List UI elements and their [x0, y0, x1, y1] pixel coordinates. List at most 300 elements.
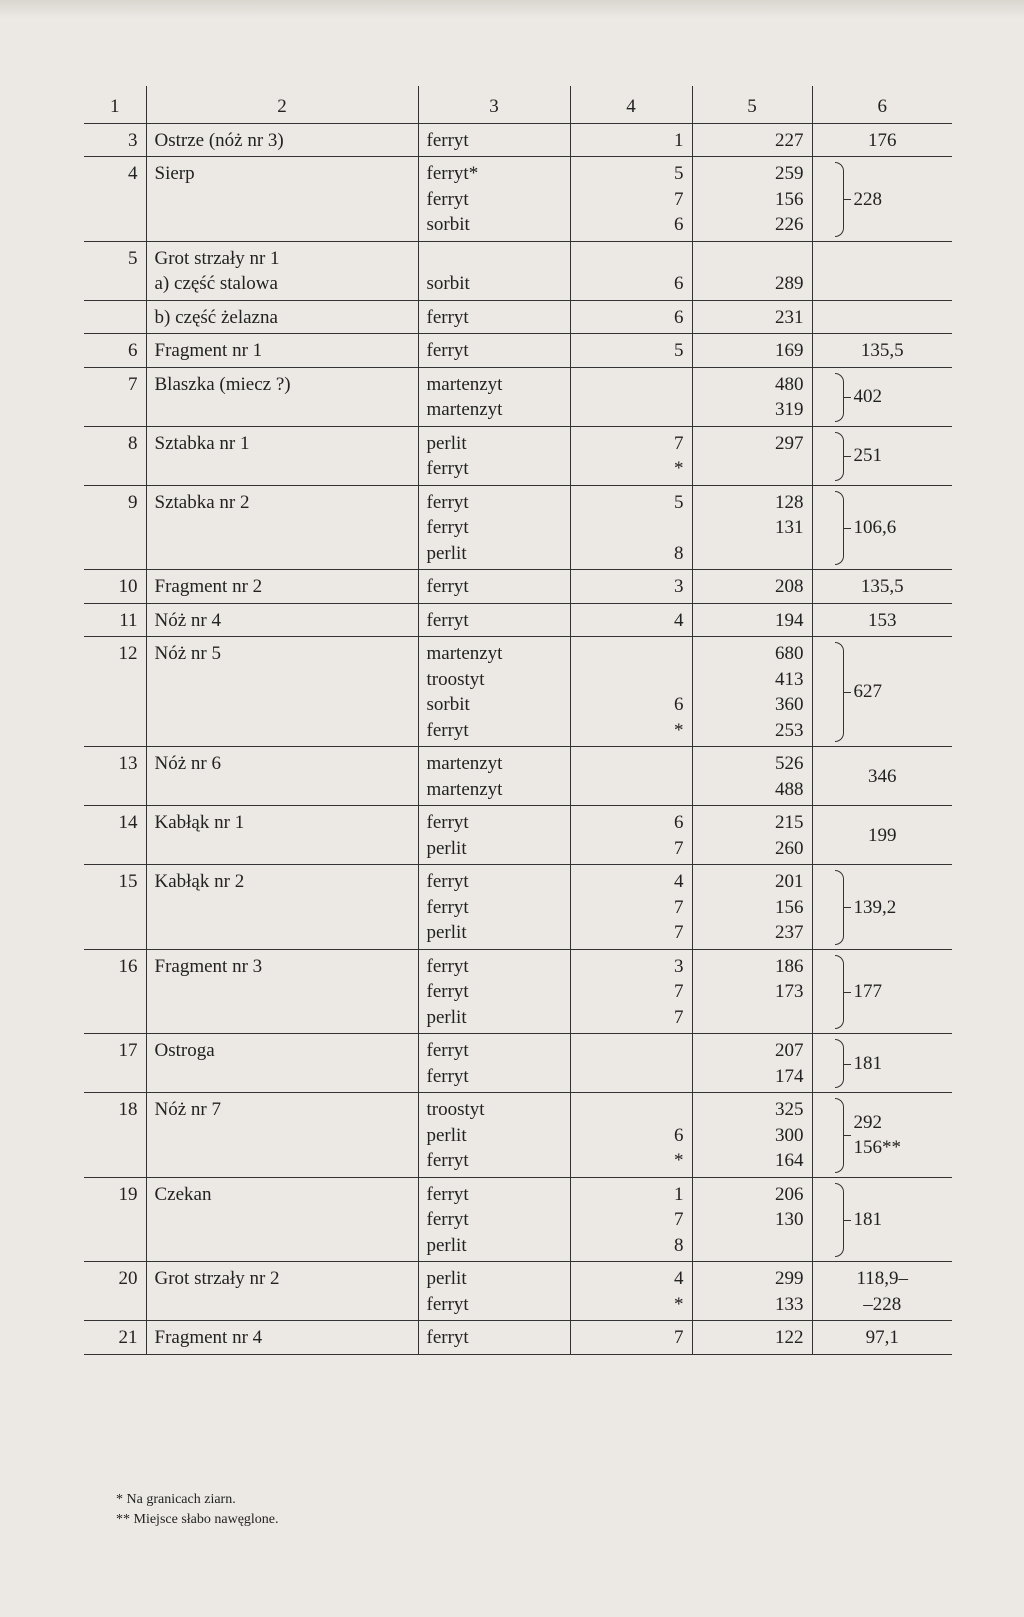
cell-line: 10 — [118, 576, 138, 597]
page-top-edge — [0, 0, 1024, 18]
table-row — [84, 865, 952, 950]
cell-line: 227 — [775, 129, 804, 151]
cell-line: 251 — [853, 445, 882, 467]
cell-line — [821, 305, 945, 331]
cell-line: 194 — [775, 609, 804, 631]
cell-line: Czekan — [154, 1183, 212, 1205]
cell-line: 319 — [775, 399, 804, 420]
cell-line — [579, 641, 684, 667]
cell-line: 16 — [118, 955, 138, 977]
cell-object-name — [146, 241, 418, 300]
cell-col5 — [692, 300, 812, 334]
cell-line: perlit — [426, 1268, 467, 1289]
cell-col5 — [692, 241, 812, 300]
cell-col5 — [692, 865, 812, 950]
cell-col4 — [570, 1093, 692, 1178]
cell-line: Kabłąk nr 2 — [154, 871, 245, 892]
cell-object-name — [146, 334, 418, 368]
cell-col5 — [692, 367, 812, 426]
cell-line: 488 — [775, 778, 804, 800]
table-row — [84, 157, 952, 242]
brace-bracket — [835, 491, 844, 566]
header-col-5: 5 — [692, 86, 812, 123]
cell-line: 21 — [118, 1327, 138, 1348]
cell-line: 9 — [128, 491, 138, 513]
cell-col6 — [812, 367, 952, 426]
cell-sample-no — [84, 1093, 146, 1178]
cell-sample-no — [84, 747, 146, 806]
cell-col4 — [570, 603, 692, 637]
cell-line: 7 — [674, 981, 684, 1002]
cell-object-name — [146, 1093, 418, 1178]
cell-col4 — [570, 485, 692, 570]
cell-col6 — [812, 637, 952, 747]
table-row — [84, 485, 952, 570]
table-row — [84, 367, 952, 426]
cell-line: ferryt — [426, 458, 469, 479]
cell-line: 215 — [775, 812, 804, 833]
cell-structure — [418, 300, 570, 334]
cell-sample-no — [84, 426, 146, 485]
cell-object-name — [146, 949, 418, 1034]
cell-col4 — [570, 1177, 692, 1262]
cell-col5 — [692, 1177, 812, 1262]
table-row — [84, 426, 952, 485]
table-row — [84, 1177, 952, 1262]
cell-sample-no — [84, 1321, 146, 1355]
cell-line: 156 — [775, 896, 804, 918]
cell-line: ferryt — [426, 955, 469, 977]
table-row — [84, 123, 952, 157]
cell-line: 174 — [775, 1065, 804, 1087]
table-row — [84, 637, 952, 747]
cell-line — [579, 1038, 684, 1064]
cell-line: 4 — [128, 163, 138, 184]
brace-bracket — [835, 162, 844, 237]
cell-line: 7 — [674, 1006, 684, 1028]
cell-structure — [418, 367, 570, 426]
cell-line — [701, 456, 804, 482]
cell-col6 — [812, 1262, 952, 1321]
cell-col4 — [570, 1262, 692, 1321]
cell-line: 237 — [775, 922, 804, 943]
cell-line: Nóż nr 7 — [154, 1099, 221, 1120]
cell-sample-no — [84, 1177, 146, 1262]
cell-sample-no — [84, 806, 146, 865]
cell-line: 300 — [775, 1124, 804, 1146]
cell-line: troostyt — [426, 668, 485, 690]
cell-line: 5 — [674, 491, 684, 513]
cell-line: ferryt — [426, 981, 469, 1002]
brace-bracket — [835, 432, 844, 481]
cell-line: Grot strzały nr 2 — [154, 1268, 280, 1289]
table-row — [84, 1034, 952, 1093]
cell-col6 — [812, 570, 952, 604]
cell-line: a) część stalowa — [154, 273, 278, 294]
cell-line: Nóż nr 4 — [154, 609, 221, 631]
cell-col6 — [812, 123, 952, 157]
cell-line: 299 — [775, 1268, 804, 1289]
cell-object-name — [146, 747, 418, 806]
cell-line: Sztabka nr 1 — [154, 432, 250, 454]
cell-line: ferryt — [426, 1183, 469, 1205]
cell-structure — [418, 949, 570, 1034]
cell-line: 106,6 — [853, 517, 897, 538]
cell-line: 6 — [674, 306, 684, 328]
header-col-6: 6 — [812, 86, 952, 123]
table-row — [84, 1321, 952, 1355]
cell-line: 13 — [118, 753, 138, 774]
cell-line: 164 — [775, 1150, 804, 1171]
cell-line: 176 — [868, 129, 897, 151]
cell-line: b) część żelazna — [154, 306, 278, 328]
cell-structure — [418, 426, 570, 485]
cell-object-name — [146, 485, 418, 570]
cell-line: 7 — [674, 922, 684, 943]
cell-line: 346 — [868, 765, 897, 787]
cell-line: 18 — [118, 1099, 138, 1120]
cell-object-name — [146, 426, 418, 485]
cell-line: 8 — [674, 1234, 684, 1256]
cell-sample-no — [84, 157, 146, 242]
cell-line: 253 — [775, 719, 804, 741]
cell-sample-no — [84, 1034, 146, 1093]
cell-structure — [418, 865, 570, 950]
cell-line: perlit — [426, 1006, 467, 1028]
cell-line — [579, 372, 684, 398]
cell-line: 289 — [775, 273, 804, 294]
cell-line — [427, 246, 562, 272]
cell-sample-no — [84, 123, 146, 157]
cell-line: 199 — [868, 824, 897, 846]
cell-col6 — [812, 1093, 952, 1178]
cell-line: 6 — [128, 340, 138, 361]
cell-sample-no — [84, 865, 146, 950]
cell-col6 — [812, 949, 952, 1034]
cell-structure — [418, 747, 570, 806]
cell-line: 5 — [674, 163, 684, 184]
cell-line: 7 — [674, 837, 684, 859]
cell-object-name — [146, 1034, 418, 1093]
cell-col5 — [692, 1093, 812, 1178]
cell-line: 135,5 — [860, 576, 904, 597]
cell-object-name — [146, 1262, 418, 1321]
cell-col4 — [570, 241, 692, 300]
cell-sample-no — [84, 637, 146, 747]
cell-line: 627 — [853, 681, 882, 703]
cell-col5 — [692, 485, 812, 570]
cell-col5 — [692, 949, 812, 1034]
cell-line: 6 — [674, 214, 684, 235]
cell-line: 131 — [775, 517, 804, 538]
cell-line: 4 — [674, 871, 684, 892]
cell-line: perlit — [426, 1124, 467, 1146]
cell-line: 413 — [775, 668, 804, 690]
cell-line: 14 — [118, 812, 138, 833]
cell-line: 130 — [775, 1209, 804, 1230]
cell-col4 — [570, 367, 692, 426]
cell-line — [579, 751, 684, 777]
cell-col5 — [692, 1321, 812, 1355]
cell-line: * — [674, 719, 684, 741]
cell-col6 — [812, 1177, 952, 1262]
cell-object-name — [146, 603, 418, 637]
cell-line: –228 — [863, 1293, 902, 1315]
cell-structure — [418, 806, 570, 865]
table-row — [84, 949, 952, 1034]
cell-line: sorbit — [426, 273, 470, 294]
cell-line: 17 — [118, 1040, 138, 1061]
cell-line: 8 — [674, 542, 684, 564]
cell-line — [579, 1097, 684, 1123]
cell-line: ferryt — [426, 1327, 469, 1348]
cell-line: perlit — [426, 922, 467, 943]
cell-line — [821, 258, 945, 284]
cell-line: ferryt — [426, 340, 469, 361]
cell-sample-no — [84, 485, 146, 570]
cell-col6 — [812, 865, 952, 950]
cell-line: 7 — [674, 188, 684, 210]
cell-line: 169 — [775, 340, 804, 361]
cell-object-name — [146, 1321, 418, 1355]
cell-line: 297 — [775, 432, 804, 454]
table-row — [84, 1262, 952, 1321]
cell-sample-no — [84, 1262, 146, 1321]
cell-col5 — [692, 334, 812, 368]
cell-structure — [418, 123, 570, 157]
cell-structure — [418, 1034, 570, 1093]
cell-line: ferryt — [426, 719, 469, 741]
table-row — [84, 1093, 952, 1178]
cell-line: 6 — [674, 1124, 684, 1146]
cell-col4 — [570, 806, 692, 865]
cell-structure — [418, 334, 570, 368]
cell-line: martenzyt — [426, 399, 503, 420]
cell-line: 1 — [674, 129, 684, 151]
cell-line — [701, 541, 804, 567]
cell-col4 — [570, 426, 692, 485]
cell-line: 4 — [674, 609, 684, 631]
cell-line: 156** — [853, 1137, 901, 1159]
cell-line — [579, 246, 684, 272]
cell-col6 — [812, 241, 952, 300]
cell-line: 7 — [674, 432, 684, 454]
cell-structure — [418, 637, 570, 747]
cell-sample-no — [84, 949, 146, 1034]
cell-structure — [418, 157, 570, 242]
cell-object-name — [146, 367, 418, 426]
cell-line: 12 — [118, 643, 138, 664]
cell-line: 135,5 — [860, 340, 904, 361]
cell-line: 173 — [775, 981, 804, 1002]
cell-structure — [418, 603, 570, 637]
cell-col5 — [692, 603, 812, 637]
footnote-2: ** Miejsce słabo nawęglone. — [116, 1512, 279, 1527]
cell-line: 177 — [853, 981, 882, 1002]
cell-line: Nóż nr 5 — [154, 643, 221, 664]
footnote-1: * Na granicach ziarn. — [116, 1492, 236, 1507]
cell-col4 — [570, 123, 692, 157]
cell-line: 228 — [853, 188, 882, 210]
brace-bracket — [835, 870, 844, 945]
cell-line: Ostroga — [154, 1040, 215, 1061]
cell-line — [579, 667, 684, 693]
cell-line: ferryt — [426, 576, 469, 597]
cell-line: 5 — [128, 247, 138, 269]
cell-col4 — [570, 747, 692, 806]
cell-structure — [418, 1093, 570, 1178]
cell-line: perlit — [426, 1234, 467, 1256]
cell-structure — [418, 241, 570, 300]
cell-line — [701, 246, 804, 272]
brace-bracket — [835, 1039, 844, 1088]
cell-col5 — [692, 123, 812, 157]
cell-line: ferryt — [426, 129, 469, 151]
cell-line: 19 — [118, 1183, 138, 1205]
cell-line: * — [674, 1150, 684, 1171]
cell-line: 153 — [868, 609, 897, 631]
cell-sample-no — [84, 367, 146, 426]
cell-line — [579, 397, 684, 423]
cell-line: ferryt — [426, 517, 469, 538]
cell-structure — [418, 570, 570, 604]
cell-line: 206 — [775, 1183, 804, 1205]
cell-object-name — [146, 1177, 418, 1262]
cell-col4 — [570, 157, 692, 242]
cell-line: 7 — [674, 1209, 684, 1230]
cell-col5 — [692, 157, 812, 242]
cell-object-name — [146, 865, 418, 950]
cell-line: martenzyt — [426, 643, 503, 664]
cell-line: 360 — [775, 694, 804, 715]
cell-line: perlit — [426, 432, 467, 454]
cell-line: 231 — [775, 306, 804, 328]
cell-col4 — [570, 1321, 692, 1355]
cell-line: 20 — [118, 1268, 138, 1289]
cell-col6 — [812, 485, 952, 570]
cell-line — [92, 305, 138, 331]
cell-line: 680 — [775, 643, 804, 664]
cell-line: Blaszka (miecz ?) — [154, 373, 291, 395]
cell-line: ferryt — [426, 1150, 469, 1171]
cell-line: ferryt — [426, 812, 469, 833]
cell-col6 — [812, 1321, 952, 1355]
cell-line: 181 — [853, 1052, 882, 1074]
cell-line: 325 — [775, 1099, 804, 1120]
hardness-table — [84, 86, 952, 1355]
cell-col4 — [570, 334, 692, 368]
cell-col5 — [692, 806, 812, 865]
cell-col4 — [570, 570, 692, 604]
cell-line: 201 — [775, 871, 804, 892]
cell-line: 402 — [853, 386, 882, 408]
cell-line: martenzyt — [426, 778, 503, 800]
cell-line: ferryt — [426, 306, 469, 328]
cell-line: 3 — [128, 129, 138, 151]
cell-line: Sztabka nr 2 — [154, 491, 250, 513]
cell-object-name — [146, 570, 418, 604]
cell-line: 186 — [775, 955, 804, 977]
cell-sample-no — [84, 334, 146, 368]
cell-line — [701, 1233, 804, 1259]
cell-line — [701, 1005, 804, 1031]
cell-line: 6 — [674, 694, 684, 715]
cell-col6 — [812, 806, 952, 865]
cell-line: martenzyt — [426, 373, 503, 395]
cell-line: ferryt — [426, 871, 469, 892]
cell-line: troostyt — [426, 1099, 485, 1120]
cell-line: ferryt — [426, 609, 469, 631]
table-row — [84, 603, 952, 637]
cell-line: 7 — [674, 1327, 684, 1348]
cell-sample-no — [84, 570, 146, 604]
cell-sample-no — [84, 241, 146, 300]
cell-line: 259 — [775, 163, 804, 184]
cell-structure — [418, 1262, 570, 1321]
cell-line: 3 — [674, 576, 684, 597]
header-col-4: 4 — [570, 86, 692, 123]
cell-line: Kabłąk nr 1 — [154, 812, 245, 833]
cell-line: sorbit — [426, 214, 470, 235]
cell-line: 11 — [119, 609, 138, 631]
table-row — [84, 747, 952, 806]
cell-line: * — [674, 458, 684, 479]
cell-line: 118,9– — [856, 1268, 909, 1289]
cell-object-name — [146, 637, 418, 747]
cell-line: 97,1 — [865, 1327, 899, 1348]
cell-col6 — [812, 426, 952, 485]
cell-structure — [418, 1321, 570, 1355]
cell-col5 — [692, 1034, 812, 1093]
cell-line: Grot strzały nr 1 — [154, 247, 280, 269]
brace-bracket — [835, 373, 844, 422]
cell-line: 8 — [128, 432, 138, 454]
cell-sample-no — [84, 300, 146, 334]
cell-line: 4 — [674, 1268, 684, 1289]
cell-line: 181 — [853, 1209, 882, 1230]
cell-line: 5 — [674, 340, 684, 361]
cell-col5 — [692, 747, 812, 806]
cell-line — [579, 1064, 684, 1090]
cell-line: perlit — [426, 837, 467, 859]
cell-col4 — [570, 865, 692, 950]
table-row — [84, 334, 952, 368]
cell-col4 — [570, 1034, 692, 1093]
cell-line: ferryt — [426, 1065, 469, 1087]
footnotes — [116, 1490, 279, 1530]
cell-col6 — [812, 157, 952, 242]
cell-line: 480 — [775, 373, 804, 395]
cell-col6 — [812, 603, 952, 637]
table-row — [84, 241, 952, 300]
table-row — [84, 806, 952, 865]
cell-line: 133 — [775, 1293, 804, 1315]
table-row — [84, 300, 952, 334]
cell-line: 260 — [775, 837, 804, 859]
cell-line — [579, 515, 684, 541]
cell-line: 1 — [674, 1183, 684, 1205]
cell-line: ferryt — [426, 491, 469, 513]
cell-line: 7 — [674, 896, 684, 918]
cell-col5 — [692, 637, 812, 747]
cell-line: sorbit — [426, 694, 470, 715]
table-row — [84, 570, 952, 604]
cell-line: 6 — [674, 273, 684, 294]
cell-line: Fragment nr 3 — [154, 955, 263, 977]
cell-col5 — [692, 426, 812, 485]
cell-line: 139,2 — [853, 896, 897, 918]
cell-object-name — [146, 806, 418, 865]
